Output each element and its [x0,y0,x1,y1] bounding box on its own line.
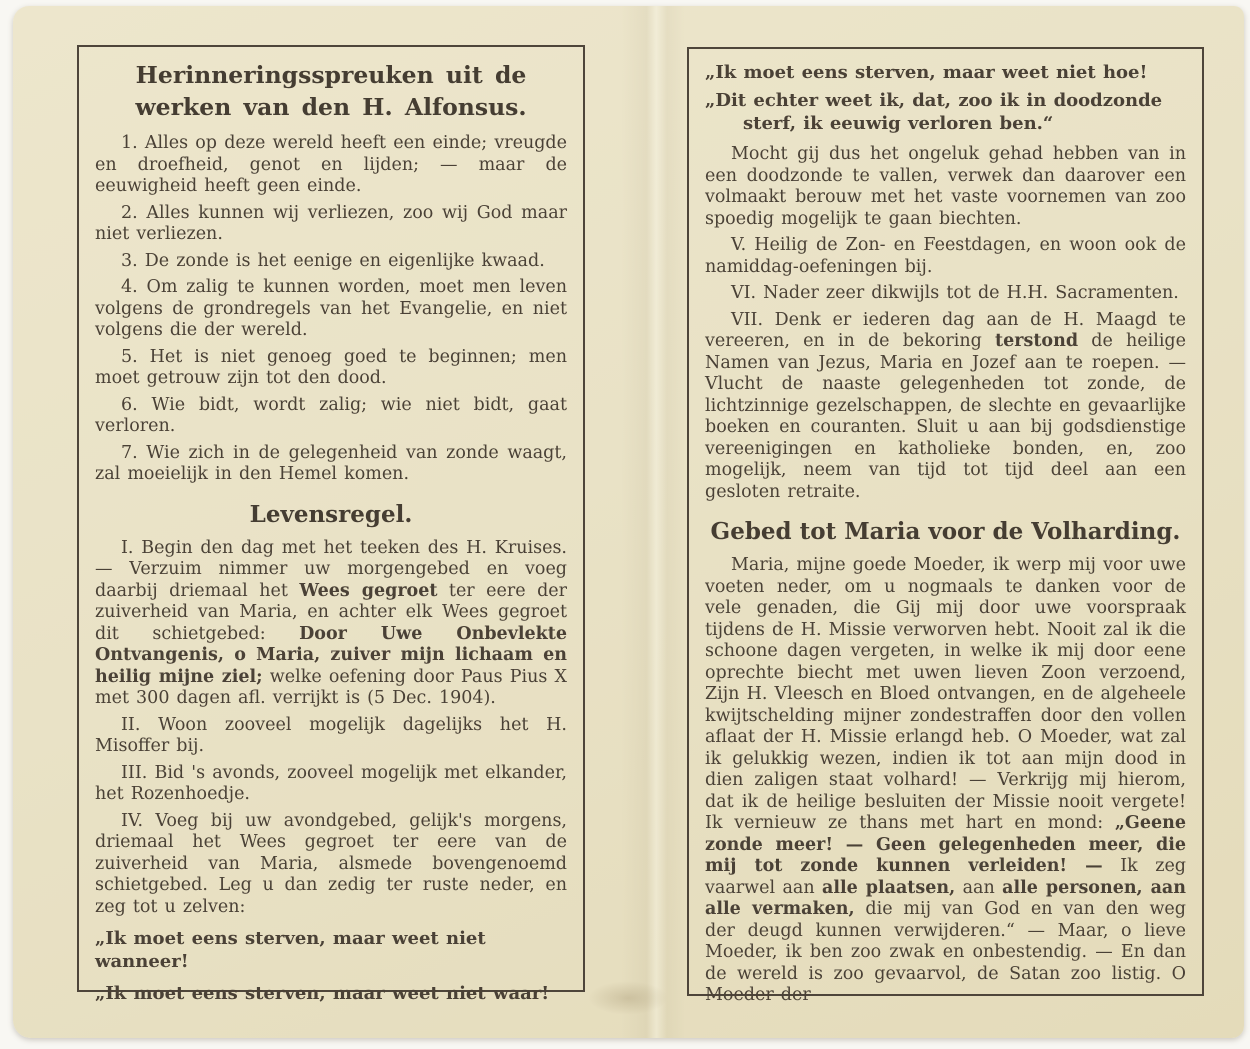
text-run: 6. Wie bidt, wordt zalig; wie niet bidt, gaat verloren. [95,394,567,436]
text-run: die mij van God en van den weg der deugd kunnen verwijderen.“ — Maar, o lieve Moeder, ik ben zoo zwak en onbestendig. — En dan de wereld is zoo gevaarvol, de Satan zoo listig. O Moeder der [705,899,1186,1005]
text-run: Herinneringsspreuken uit de werken van den H. Alfonsus. [135,61,527,121]
paragraph [95,538,567,710]
text-run: alle plaatsen, [822,877,956,898]
text-run: terstond [995,331,1079,351]
paragraph [95,347,567,390]
text-run: II. Woon zooveel mogelijk dagelijks het H. Misoffer bij. [95,714,567,756]
text-run: 1. Alles op deze wereld heeft een einde; vreugde en droefheid, genot en lijden; — maar de eeuwigheid heeft geen einde. [95,133,567,196]
text-run: „Ik moet eens sterven, maar weet niet waar! [95,983,550,1004]
text-run: VII. Denk er iederen dag aan de H. Maagd te vereeren, en in de bekoring [705,309,1186,351]
text-run: 7. Wie zich in de gelegenheid van zonde waagt, zal moeielijk in den Hemel komen. [95,442,567,484]
left-page-frame [77,45,585,1004]
text-run: III. Bid 's avonds, zooveel mogelijk met elkander, het Rozenhoedje. [95,762,567,804]
text-run: 3. De zonde is het eenige en eigenlijke kwaad. [121,250,545,271]
quote-line [705,61,1186,84]
text-run: alle personen, aan alle vermaken, [705,877,1186,919]
text-run: 5. Het is niet genoeg goed te beginnen; men moet getrouw zijn tot den dood. [95,346,567,388]
paragraph [95,277,567,342]
quote-line [95,927,567,973]
text-run: „Ik moet eens sterven, maar weet niet wanneer! [95,928,486,972]
paragraph [95,763,567,806]
section-heading [95,500,567,530]
paragraph [95,395,567,438]
text-run: „Ik moet eens sterven, maar weet niet hoe! [705,62,1148,83]
text-run: Maria, mijne goede Moeder, ik werp mij voor uwe voeten neder, om u nogmaals te danken voor de vele genaden, die Gij mij door uwe voorspraak tijdens de H. Missie verworven hebt. Nooit zal ik die schoone dagen vergeten, in welke ik mij door eene oprechte biecht met uwen lieven Zoon verzoend, Zijn H. Vleesch en Bloed ontvangen, en de algeheele kwijtschelding mijner zondestraffen door den vollen aflaat der H. Missie erlangd heb. O Moeder, wat zal ik gelukkig wezen, indien ik tot aan mijn dood in dien zaligen staat volhard! — Verkrijg mij hierom, dat ik de heilige besluiten der Missie nooit vergete! Ik vernieuw ze thans met hart en mond: [705,555,1186,833]
paper-smudge [588,981,668,1015]
text-run: de heilige Namen van Jezus, Maria en Jozef aan te roepen. — Vlucht de naaste gelegenheden tot zonde, de lichtzinnige gezelschappen, de slechte en gevaarlijke boeken en couranten. Sluit u aan bij godsdienstige vereenigingen en katholieke bonden, en, zoo mogelijk, neem van tijd tot tijd deel aan een gesloten retraite. [705,331,1186,502]
page-title [95,59,567,123]
text-run: aan [955,877,1003,898]
text-run: Door Uwe Onbevlekte Ontvangenis, o Maria, zuiver mijn lichaam en heilig mijne ziel; [95,623,567,687]
text-run: 4. Om zalig te kunnen worden, moet men leven volgens de grondregels van het Evangelie, en niet volgens die der wereld. [95,277,567,340]
paragraph [95,203,567,246]
text-run: Gebed tot Maria voor de Volharding. [710,518,1181,545]
paragraph [95,443,567,486]
text-run: Mocht gij dus het ongeluk gehad hebben van in een doodzonde te vallen, verwek dan daarover een volmaakt berouw met het vaste voornemen van zoo spoedig mogelijk te gaan biechten. [705,144,1186,229]
paragraph [705,283,1186,305]
text-run: „Geene zonde meer! — Geen gelegenheden meer, die mij tot zonde kunnen verleiden! — [705,813,1186,876]
text-run: Ik zeg vaarwel aan [705,856,1187,898]
paragraph [95,251,567,273]
fold-crease [621,6,685,1038]
text-run: „Dit echter weet ik, dat, zoo ik in doodzonde sterf, ik eeuwig verloren ben.“ [705,90,1163,134]
text-run: IV. Voeg bij uw avondgebed, gelijk's morgens, driemaal het Wees gegroet ter eere van de zuiverheid van Maria, alsmede bovengenoemd schietgebed. Leg u dan zedig ter ruste neder, en zeg tot u zelven: [95,810,567,917]
paragraph [705,310,1186,504]
text-run: VI. Nader zeer dikwijls tot de H.H. Sacramenten. [731,283,1179,303]
prayer-card-paper [13,6,1244,1038]
right-page-frame [687,47,1204,1005]
text-run: Levensregel. [249,500,413,528]
text-run: I. Begin den dag met het teeken des H. Kruises. — Verzuim nimmer uw morgengebed en voeg daarbij driemaal het [95,537,567,601]
text-run: welke oefening door Paus Pius X met 300 dagen afl. verrijkt is (5 Dec. 1904). [95,666,568,708]
text-run: V. Heilig de Zon- en Feestdagen, en woon ook de namiddag-oefeningen bij. [705,235,1186,277]
text-run: ter eere der zuiverheid van Maria, en achter elk Wees gegroet dit schietgebed: [95,580,567,644]
paragraph [95,811,567,919]
paragraph [705,555,1186,1007]
section-heading [705,517,1186,547]
quote-line [705,89,1186,135]
quote-line [95,982,567,1005]
paragraph [705,144,1186,230]
text-run: Wees gegroet [299,580,438,601]
paragraph [95,133,567,198]
text-run: 2. Alles kunnen wij verliezen, zoo wij God maar niet verliezen. [95,202,567,244]
paragraph [705,235,1186,278]
left-page-content [95,59,567,1005]
paragraph [95,715,567,758]
right-page-content [705,61,1186,1007]
